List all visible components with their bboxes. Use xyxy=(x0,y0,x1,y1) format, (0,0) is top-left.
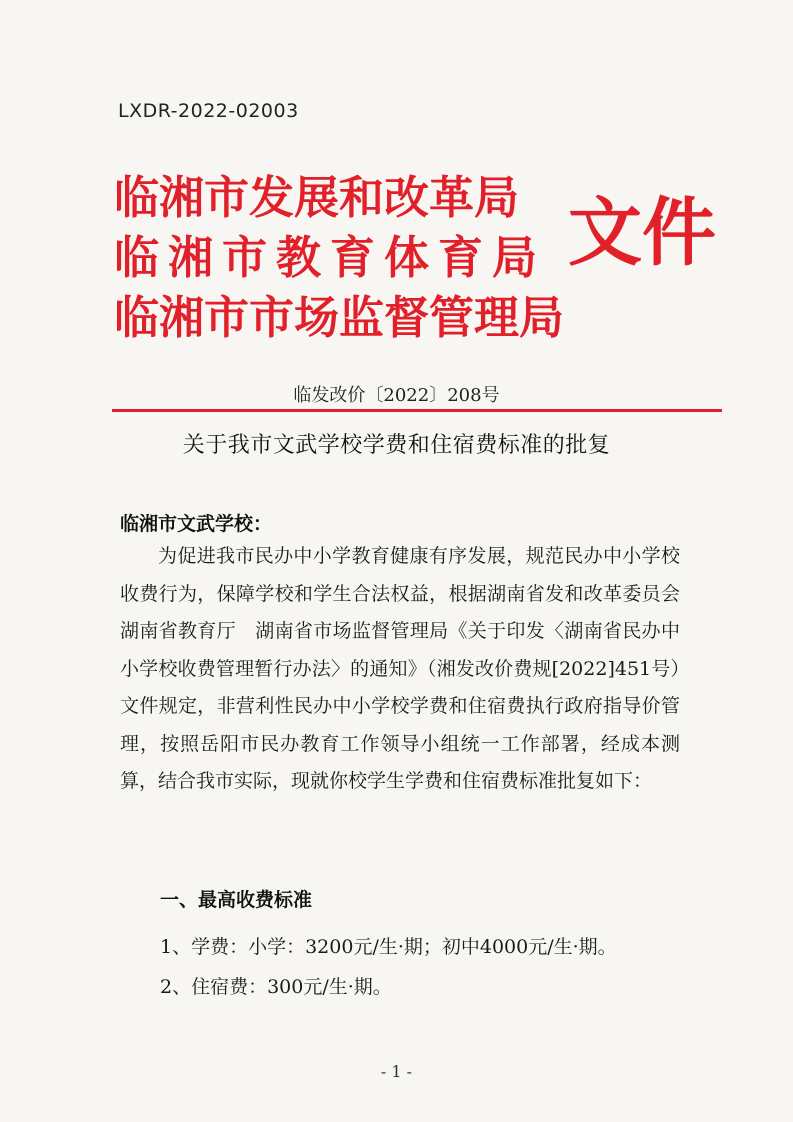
document-type-label: 文件 xyxy=(568,190,716,276)
addressee: 临湘市文武学校： xyxy=(120,513,273,535)
issuer-education-sports: 临湘市教育体育局 xyxy=(114,231,547,284)
page-number: - 1 - xyxy=(380,1062,413,1081)
fee-item-accommodation: 2、住宿费：300元/生·期。 xyxy=(160,976,392,998)
body-paragraph: 为促进我市民办中小学教育健康有序发展，规范民办中小学校收费行为，保障学校和学生合法权益，根据湖南省发和改革委员会 湖南省教育厅 湖南省市场监督管理局《关于印发〈湖南省民办中小学校收费管理暂行办法〉的通知》（湘发改价费规[2022]451号）文件规定，非营利性民办中小学校学费和住宿费执行政府指导价管理，按照岳阳市民办教育工作领导小组统一工作部署，经成本测算，结合我市实际，现就你校学生学费和住宿费标准批复如下： xyxy=(120,545,700,792)
document-code: LXDR-2022-02003 xyxy=(118,100,299,122)
issuing-authorities xyxy=(114,168,584,348)
document-number: 临发改价〔2022〕208号 xyxy=(293,385,500,406)
issuer-market-supervision: 临湘市市场监督管理局 xyxy=(114,291,565,344)
section-heading: 一、最高收费标准 xyxy=(160,889,313,911)
fee-item-tuition: 1、学费：小学：3200元/生·期；初中4000元/生·期。 xyxy=(160,936,617,958)
document-title: 关于我市文武学校学费和住宿费标准的批复 xyxy=(182,433,611,458)
red-divider xyxy=(112,409,722,412)
issuer-development-reform: 临湘市发展和改革局 xyxy=(114,171,520,224)
